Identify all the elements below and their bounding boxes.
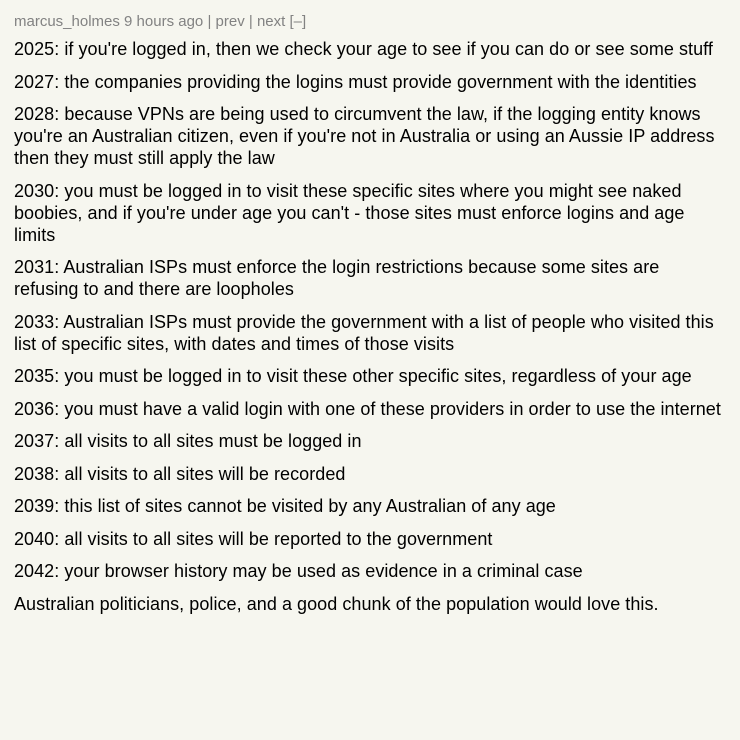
comment-paragraph: 2028: because VPNs are being used to circumvent the law, if the logging entity knows you're an Australian citizen, even if you're not in Australia or using an Aussie IP address then they must still apply the law [14, 104, 715, 168]
comment-paragraph: 2036: you must have a valid login with one of these providers in order to use the internet [14, 398, 721, 419]
prev-link[interactable]: prev [215, 13, 245, 30]
comment-paragraph: 2042: your browser history may be used as evidence in a criminal case [14, 561, 583, 581]
comment-paragraph: Australian politicians, police, and a good chunk of the population would love this. [14, 593, 659, 614]
author-link[interactable]: marcus_holmes [14, 13, 120, 30]
comment-header [14, 12, 726, 32]
comment-paragraph: 2040: all visits to all sites will be reported to the government [14, 528, 493, 549]
comment-paragraph: 2037: all visits to all sites must be logged in [14, 431, 362, 451]
comment-paragraph: 2033: Australian ISPs must provide the government with a list of people who visited this list of specific sites, with dates and times of those visits [14, 311, 714, 354]
comment-paragraph: 2027: the companies providing the logins must provide government with the identities [14, 71, 697, 92]
next-link[interactable]: next [256, 13, 286, 30]
comment-paragraph: 2035: you must be logged in to visit these other specific sites, regardless of your age [14, 366, 692, 386]
comment-paragraph: 2031: Australian ISPs must enforce the login restrictions because some sites are refusing to and there are loopholes [14, 257, 660, 299]
collapse-toggle[interactable]: [–] [289, 13, 307, 30]
separator: | [207, 13, 212, 30]
comment-paragraph: 2038: all visits to all sites will be recorded [14, 463, 346, 484]
comment-text [14, 38, 726, 615]
comment-paragraph: 2025: if you're logged in, then we check your age to see if you can do or see some stuff [14, 39, 713, 59]
separator: | [248, 13, 253, 30]
comment-age-link[interactable]: 9 hours ago [124, 13, 204, 30]
comment-paragraph: 2039: this list of sites cannot be visited by any Australian of any age [14, 496, 556, 516]
comment-paragraph: 2030: you must be logged in to visit these specific sites where you might see naked boobies, and if you're under age you can't - those sites must enforce logins and age limits [14, 180, 685, 245]
